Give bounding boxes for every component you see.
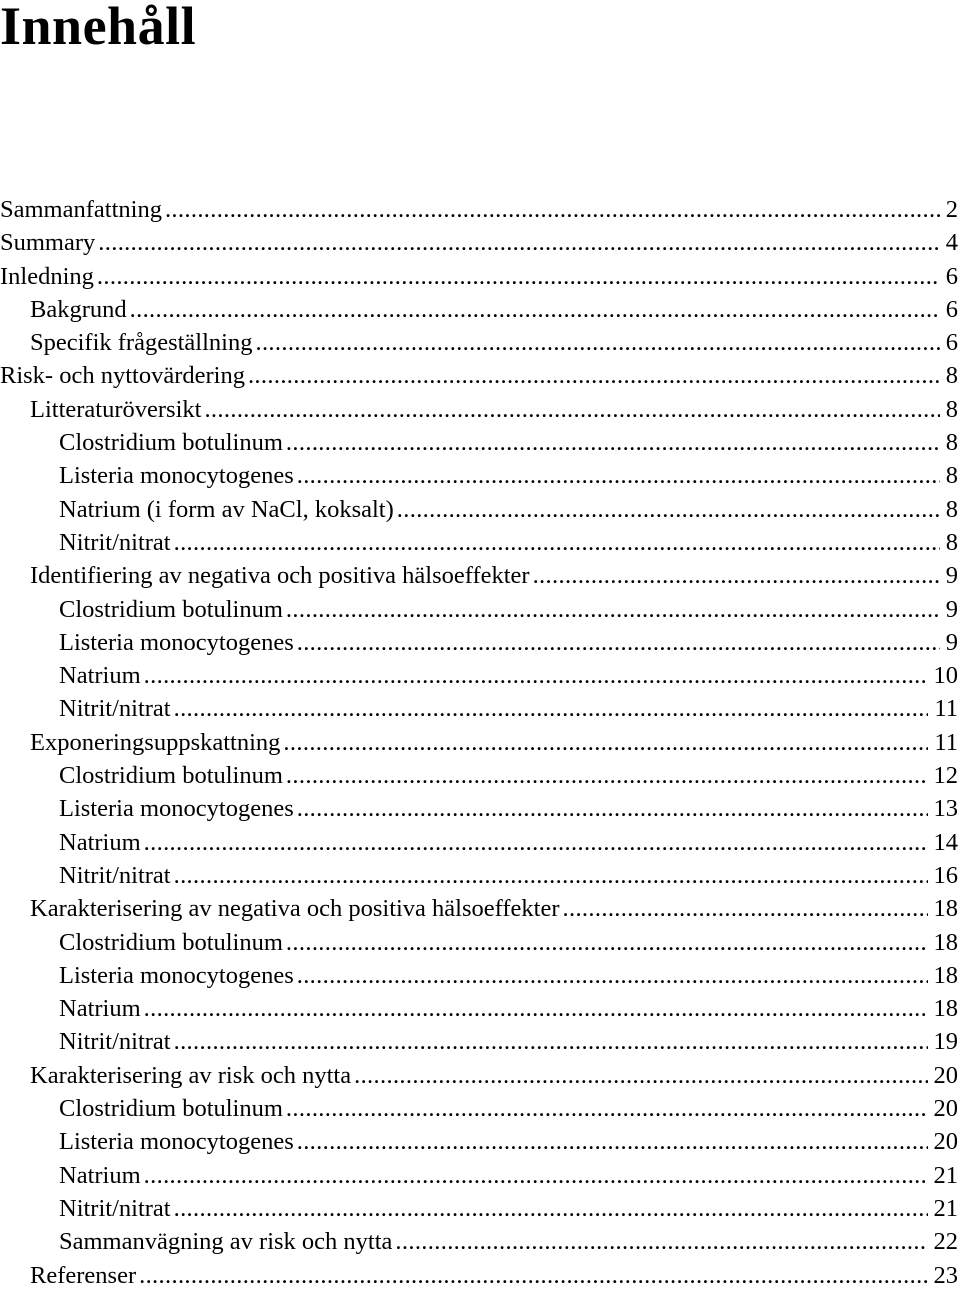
- toc-entry-label: Risk- och nyttovärdering: [0, 359, 248, 392]
- toc-entry[interactable]: [0, 393, 960, 426]
- toc-entry[interactable]: [0, 692, 960, 725]
- toc-entry-label: Natrium: [59, 826, 144, 859]
- toc-dot-leader: [297, 1125, 928, 1158]
- toc-entry[interactable]: [0, 359, 960, 392]
- toc-entry-page-number: 21: [928, 1159, 960, 1192]
- toc-entry-label: Nitrit/nitrat: [59, 526, 174, 559]
- toc-entry[interactable]: [0, 826, 960, 859]
- toc-dot-leader: [255, 326, 939, 359]
- toc-dot-leader: [98, 226, 939, 259]
- toc-entry-page-number: 11: [928, 692, 960, 725]
- toc-entry-page-number: 11: [928, 726, 960, 759]
- toc-entry[interactable]: [0, 1059, 960, 1092]
- toc-entry-label: Nitrit/nitrat: [59, 1025, 174, 1058]
- toc-dot-leader: [97, 260, 940, 293]
- toc-entry-page-number: 2: [940, 193, 960, 226]
- toc-entry-page-number: 9: [940, 559, 960, 592]
- toc-entry[interactable]: [0, 293, 960, 326]
- toc-entry-label: Clostridium botulinum: [59, 1092, 286, 1125]
- toc-entry-label: Karakterisering av negativa och positiva hälsoeffekter: [30, 892, 563, 925]
- toc-dot-leader: [286, 1092, 928, 1125]
- toc-entry[interactable]: [0, 1259, 960, 1292]
- toc-entry-page-number: 8: [940, 426, 960, 459]
- toc-entry-label: Listeria monocytogenes: [59, 626, 297, 659]
- toc-entry-page-number: 14: [928, 826, 960, 859]
- toc-entry-label: Inledning: [0, 260, 97, 293]
- toc-entry[interactable]: [0, 426, 960, 459]
- toc-entry-label: Clostridium botulinum: [59, 759, 286, 792]
- toc-dot-leader: [248, 359, 940, 392]
- toc-dot-leader: [144, 992, 928, 1025]
- toc-entry-label: Natrium: [59, 1159, 144, 1192]
- toc-dot-leader: [283, 726, 928, 759]
- toc-entry[interactable]: [0, 559, 960, 592]
- toc-entry[interactable]: [0, 459, 960, 492]
- toc-entry[interactable]: [0, 926, 960, 959]
- toc-entry-label: Nitrit/nitrat: [59, 859, 174, 892]
- toc-entry-page-number: 6: [940, 326, 960, 359]
- toc-entry-page-number: 8: [940, 459, 960, 492]
- toc-entry-label: Clostridium botulinum: [59, 426, 286, 459]
- toc-dot-leader: [174, 1192, 928, 1225]
- toc-dot-leader: [130, 293, 940, 326]
- toc-entry-page-number: 9: [940, 593, 960, 626]
- toc-dot-leader: [144, 826, 928, 859]
- toc-dot-leader: [297, 959, 928, 992]
- toc-dot-leader: [174, 1025, 928, 1058]
- toc-entry-label: Nitrit/nitrat: [59, 1192, 174, 1225]
- toc-entry[interactable]: [0, 626, 960, 659]
- toc-entry-page-number: 18: [928, 959, 960, 992]
- toc-dot-leader: [286, 759, 928, 792]
- toc-entry[interactable]: [0, 992, 960, 1025]
- toc-entry-page-number: 10: [928, 659, 960, 692]
- toc-entry-label: Listeria monocytogenes: [59, 792, 297, 825]
- toc-dot-leader: [144, 1159, 928, 1192]
- toc-entry-page-number: 8: [940, 393, 960, 426]
- toc-entry-page-number: 22: [928, 1225, 960, 1258]
- toc-entry[interactable]: [0, 1125, 960, 1158]
- toc-entry[interactable]: [0, 792, 960, 825]
- toc-dot-leader: [354, 1059, 927, 1092]
- toc-entry-label: Karakterisering av risk och nytta: [30, 1059, 354, 1092]
- toc-entry-label: Sammanvägning av risk och nytta: [59, 1225, 395, 1258]
- toc-entry-label: Specifik frågeställning: [30, 326, 255, 359]
- toc-entry[interactable]: [0, 659, 960, 692]
- toc-dot-leader: [174, 859, 928, 892]
- toc-dot-leader: [563, 892, 928, 925]
- toc-entry[interactable]: [0, 260, 960, 293]
- toc-entry-label: Listeria monocytogenes: [59, 459, 297, 492]
- toc-entry-page-number: 9: [940, 626, 960, 659]
- toc-entry[interactable]: [0, 959, 960, 992]
- toc-entry-page-number: 4: [940, 226, 960, 259]
- toc-entry-label: Natrium: [59, 992, 144, 1025]
- toc-dot-leader: [144, 659, 928, 692]
- toc-entry[interactable]: [0, 1192, 960, 1225]
- toc-entry-page-number: 8: [940, 526, 960, 559]
- toc-dot-leader: [395, 1225, 927, 1258]
- toc-entry[interactable]: [0, 1225, 960, 1258]
- toc-entry-label: Litteraturöversikt: [30, 393, 204, 426]
- toc-dot-leader: [297, 792, 928, 825]
- toc-entry[interactable]: [0, 326, 960, 359]
- toc-entry-page-number: 8: [940, 359, 960, 392]
- toc-entry-page-number: 20: [928, 1092, 960, 1125]
- toc-entry[interactable]: [0, 859, 960, 892]
- toc-entry[interactable]: [0, 593, 960, 626]
- toc-entry-label: Summary: [0, 226, 98, 259]
- toc-entry-page-number: 12: [928, 759, 960, 792]
- toc-entry-page-number: 20: [928, 1059, 960, 1092]
- toc-entry-page-number: 13: [928, 792, 960, 825]
- toc-entry[interactable]: [0, 526, 960, 559]
- toc-dot-leader: [174, 692, 929, 725]
- toc-entry-page-number: 18: [928, 926, 960, 959]
- toc-entry-page-number: 21: [928, 1192, 960, 1225]
- toc-entry-page-number: 20: [928, 1125, 960, 1158]
- toc-entry-label: Identifiering av negativa och positiva hälsoeffekter: [30, 559, 533, 592]
- toc-entry-label: Exponeringsuppskattning: [30, 726, 283, 759]
- toc-entry[interactable]: [0, 892, 960, 925]
- toc-dot-leader: [165, 193, 940, 226]
- toc-entry-label: Referenser: [30, 1259, 139, 1292]
- toc-entry-label: Clostridium botulinum: [59, 926, 286, 959]
- toc-entry-label: Nitrit/nitrat: [59, 692, 174, 725]
- toc-entry-page-number: 8: [940, 493, 960, 526]
- toc-entry-page-number: 18: [928, 892, 960, 925]
- toc-dot-leader: [297, 626, 940, 659]
- toc-dot-leader: [174, 526, 940, 559]
- toc-entry-label: Bakgrund: [30, 293, 130, 326]
- toc-entry-page-number: 18: [928, 992, 960, 1025]
- toc-entry[interactable]: [0, 226, 960, 259]
- page-title: Innehåll: [0, 0, 196, 58]
- toc-entry-label: Sammanfattning: [0, 193, 165, 226]
- toc-dot-leader: [297, 459, 940, 492]
- toc-entry-page-number: 16: [928, 859, 960, 892]
- toc-entry[interactable]: [0, 1159, 960, 1192]
- toc-dot-leader: [286, 593, 940, 626]
- toc-entry[interactable]: [0, 1025, 960, 1058]
- toc-entry-label: Listeria monocytogenes: [59, 1125, 297, 1158]
- toc-entry-page-number: 19: [928, 1025, 960, 1058]
- toc-dot-leader: [286, 426, 940, 459]
- toc-entry-label: Natrium: [59, 659, 144, 692]
- toc-dot-leader: [533, 559, 940, 592]
- toc-entry[interactable]: [0, 726, 960, 759]
- toc-dot-leader: [204, 393, 939, 426]
- toc-entry[interactable]: [0, 759, 960, 792]
- toc-entry-label: Listeria monocytogenes: [59, 959, 297, 992]
- toc-dot-leader: [139, 1259, 927, 1292]
- toc-entry[interactable]: [0, 193, 960, 226]
- toc-dot-leader: [286, 926, 928, 959]
- toc-entry-page-number: 6: [940, 293, 960, 326]
- toc-entry-label: Natrium (i form av NaCl, koksalt): [59, 493, 397, 526]
- toc-entry[interactable]: [0, 1092, 960, 1125]
- table-of-contents: [0, 193, 960, 1292]
- toc-entry[interactable]: [0, 493, 960, 526]
- toc-dot-leader: [397, 493, 940, 526]
- toc-entry-label: Clostridium botulinum: [59, 593, 286, 626]
- toc-entry-page-number: 6: [940, 260, 960, 293]
- toc-entry-page-number: 23: [928, 1259, 960, 1292]
